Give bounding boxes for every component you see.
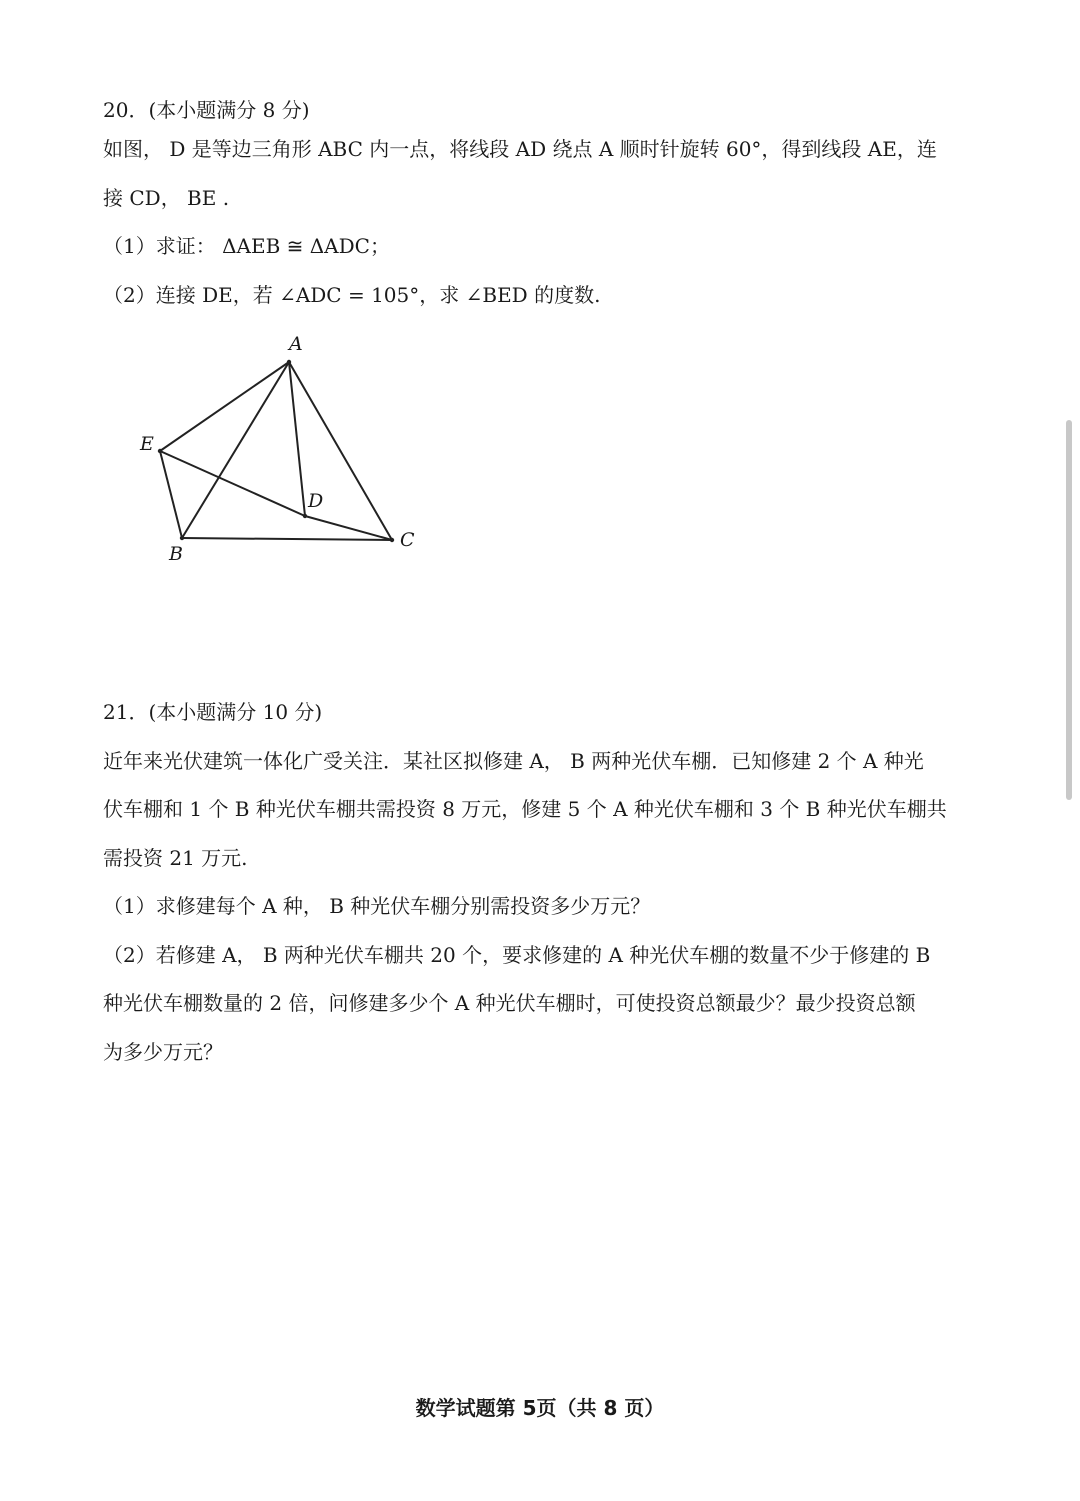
q20-text-line1: 如图， D 是等边三角形 ABC 内一点，将线段 AD 绕点 A 顺时针旋转 60°，得到线段 AE，连 (103, 137, 937, 161)
label-C: C (400, 529, 415, 551)
q21-part2-line3: 为多少万元？ (103, 1040, 223, 1064)
q20-part2: （2）连接 DE，若 ∠ADC = 105°，求 ∠BED 的度数. (103, 283, 601, 307)
point-A (287, 360, 291, 364)
point-D (303, 514, 307, 518)
label-D: D (308, 490, 324, 512)
q20-text-line2: 接 CD， BE . (103, 186, 230, 210)
q20-part1: （1）求证： ΔAEB ≅ ΔADC； (103, 234, 390, 258)
point-E (158, 449, 162, 453)
q21-text-line1: 近年来光伏建筑一体化广受关注．某社区拟修建 A， B 两种光伏车棚．已知修建 2 个 A 种光 (103, 749, 924, 773)
label-B: B (169, 543, 183, 565)
q21-part1: （1）求修建每个 A 种， B 种光伏车棚分别需投资多少万元？ (103, 894, 651, 918)
q21-text-line2: 伏车棚和 1 个 B 种光伏车棚共需投资 8 万元，修建 5 个 A 种光伏车棚和 3 个 B 种光伏车棚共 (103, 797, 947, 821)
segment-BC (182, 538, 392, 540)
q20-header: 20．(本小题满分 8 分) (103, 98, 310, 122)
point-C (390, 538, 394, 542)
segment-AB (182, 362, 289, 538)
geometry-figure (130, 325, 430, 575)
q21-header: 21．(本小题满分 10 分) (103, 700, 323, 724)
segment-ED (160, 451, 305, 516)
point-B (180, 536, 184, 540)
segment-EB (160, 451, 182, 538)
q21-text-line3: 需投资 21 万元. (103, 846, 248, 870)
scrollbar-thumb[interactable] (1066, 420, 1072, 800)
segment-AE (160, 362, 289, 451)
q21-part2-line1: （2）若修建 A， B 两种光伏车棚共 20 个，要求修建的 A 种光伏车棚的数量不少于修建的 B (103, 943, 931, 967)
segment-DC (305, 516, 392, 540)
q21-part2-line2: 种光伏车棚数量的 2 倍，问修建多少个 A 种光伏车棚时，可使投资总额最少？最少投资总额 (103, 991, 916, 1015)
page-footer: 数学试题第 5页（共 8 页） (415, 1396, 665, 1420)
label-E: E (140, 433, 154, 455)
label-A: A (289, 333, 303, 355)
